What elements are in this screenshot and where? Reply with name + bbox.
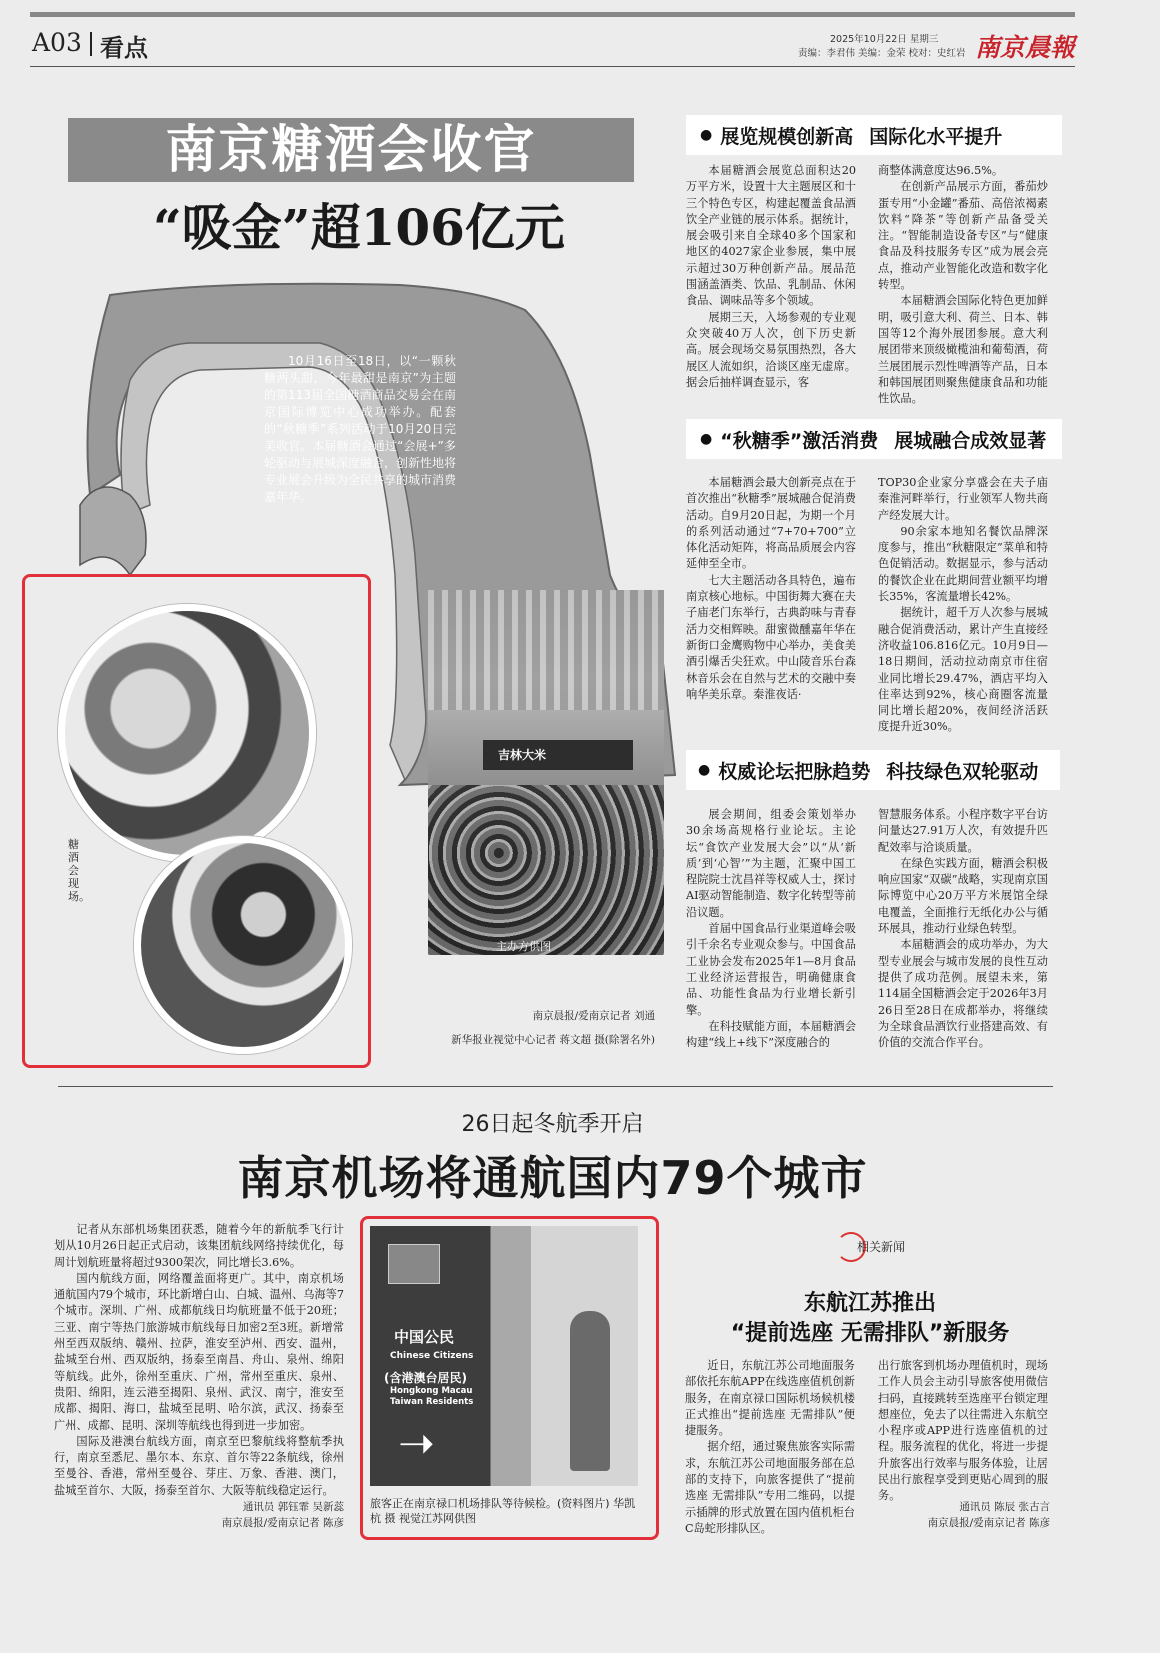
section1-head-b: 国际化水平提升 xyxy=(869,125,1003,148)
story2-credit1: 通讯员 郭钰霏 吴新蕊 xyxy=(242,1501,344,1513)
exhibition-photo-caption: 主办方供图 xyxy=(496,940,551,953)
sign-en2: Hongkong Macau Taiwan Residents xyxy=(390,1386,474,1407)
paragraph: 在创新产品展示方面，番茄炒蛋专用“小金罐”番茄、高倍浓褐素饮料“降茶”等创新产品备受关注。“智能制造设备专区”与“健康食品及科技服务专区”成为展会亮点，推动产业智能化改造和数字化转型。 xyxy=(878,180,1048,292)
editor-credits: 责编：李君伟 美编：金荣 校对：史红岩 xyxy=(798,48,966,59)
paragraph: 展期三天，入场参观的专业观众突破40万人次，创下历史新高。展会现场交易氛围热烈，各大展区人流如织，洽谈区座无虚席。据会后抽样调查显示，客 xyxy=(686,310,856,389)
story1-credit-photo: 新华报业视觉中心记者 蒋文超 摄(除署名外) xyxy=(451,1034,655,1046)
tasting-circle-photo xyxy=(134,836,352,1054)
hall-banner-text: 吉林大米 xyxy=(498,748,547,762)
issue-date: 2025年10月22日 星期三 xyxy=(830,34,939,45)
paragraph: 本届糖酒会的成功举办，为大型专业展会与城市发展的良性互动提供了成功范例。展望未来，第114届全国糖酒会定于2026年3月26日至28日在成都举办，将继续为全球食品酒饮行业搭建高效、有价值的交流合作平台。 xyxy=(878,938,1048,1050)
paragraph: 在绿色实践方面，糖酒会积极响应国家“双碳”战略，实现南京国际博览中心20万平方米展馆全绿电覆盖，全面推行无纸化办公与循环展具，推动行业绿色转型。 xyxy=(878,856,1048,936)
page-number: A03 xyxy=(32,28,82,57)
story1-title-line2: “吸金”超106亿元 xyxy=(153,198,565,257)
bullet-icon: ● xyxy=(700,431,713,447)
story3-title-line1: 东航江苏推出 xyxy=(803,1291,936,1316)
paragraph: 智慧服务体系。小程序数字平台访问量达27.91万人次，有效提升匹配效率与洽谈质量。 xyxy=(878,808,1048,854)
sign-cn2: (含港澳台居民) xyxy=(384,1371,467,1385)
paragraph: 七大主题活动各具特色，遍布南京核心地标。中国街舞大赛在夫子庙老门东举行，古典韵味与青春活力交相辉映。甜蜜微醺嘉年华在新街口金鹰购物中心举办，美食美酒引爆舌尖狂欢。中山陵音乐台森林音乐会在自然与艺术的交融中奏响华美乐章。秦淮夜话· xyxy=(686,573,856,701)
section1-head xyxy=(686,115,1062,155)
story1-title-line1: 南京糖酒会收官 xyxy=(165,120,537,180)
bullet-icon: ● xyxy=(698,762,711,778)
section2-head-b: 展城融合成效显著 xyxy=(894,429,1047,452)
section2-col1 xyxy=(686,475,856,703)
story-divider xyxy=(58,1086,1053,1087)
section3-col2 xyxy=(878,807,1048,1051)
section2-head-a: “秋糖季”激活消费 xyxy=(720,429,879,452)
paragraph: 展会期间，组委会策划举办30余场高规格行业论坛。主论坛“食饮产业发展大会”以“从‘新质’到‘心智’”为主题，汇聚中国工程院院士沈昌祥等权威人士，探讨AI驱动智能制造、数字化转型等前沿议题。 xyxy=(686,808,856,919)
story1-credit-reporter: 南京晨报/爱南京记者 刘通 xyxy=(532,1010,655,1022)
section1-col2 xyxy=(878,163,1048,407)
paragraph: 近日，东航江苏公司地面服务部依托东航APP在线选座值机创新服务，在南京禄口国际机场候机楼正式推出“提前选座 无需排队”便捷服务。 xyxy=(685,1359,855,1438)
header-divider xyxy=(90,32,92,56)
related-news-label: 相关新闻 xyxy=(857,1240,906,1254)
onsite-photo-caption: 糖酒会现场。 xyxy=(68,838,90,903)
paper-logo: 南京晨報 xyxy=(975,33,1076,62)
section1-col1 xyxy=(686,163,856,391)
arrow-right-icon: ➝ xyxy=(398,1418,435,1469)
story3-title-line2: “提前选座 无需排队”新服务 xyxy=(730,1321,1010,1346)
sign-en1: Chinese Citizens xyxy=(390,1351,474,1361)
paragraph: 商整体满意度达96.5%。 xyxy=(878,164,1004,177)
exhibition-hall-photo xyxy=(428,590,664,955)
section3-head-a: 权威论坛把脉趋势 xyxy=(718,760,871,783)
story2-title: 南京机场将通航国内79个城市 xyxy=(237,1151,868,1205)
header-rule xyxy=(30,66,1075,67)
paragraph: 据介绍，通过聚焦旅客实际需求，东航江苏公司地面服务部在总部的支持下，向旅客提供了“提前选座 无需排队”专用二维码，以提示插牌的形式放置在国内值机柜台C岛蛇形排队区。 xyxy=(685,1440,855,1535)
paragraph: TOP30企业家分享盛会在夫子庙秦淮河畔举行，行业领军人物共商产经发展大计。 xyxy=(878,476,1048,522)
section3-head xyxy=(686,750,1060,790)
paragraph: 据统计，超千万人次参与展城融合促消费活动，累计产生直接经济收益106.816亿元。10月9日—18日期间，活动拉动南京市住宿业同比增长29.47%，酒店平均入住率达到92%，核心商圈客流量同比增长超20%，夜间经济活跃度提升近30%。 xyxy=(878,606,1048,734)
story1-lead: 10月16日至18日，以“一颗秋糖两头甜，今年最甜是南京”为主题的第113届全国糖酒商品交易会在南京国际博览中心成功举办。配套的“秋糖季”系列活动于10月20日完美收官。本届糖酒会通过“会展+”多轮驱动与展城深度融合，创新性地将专业展会升级为全民共享的城市消费嘉年华。 xyxy=(264,354,457,504)
paragraph: 首届中国食品行业渠道峰会吸引千余名专业观众参与。中国食品工业协会发布2025年1—8月食品工业经济运营报告，明确健康食品、功能性食品为行业增长新引擎。 xyxy=(686,922,856,1017)
paragraph: 国际及港澳台航线方面，南京至巴黎航线将整航季执行，南京至悉尼、墨尔本、东京、首尔等22条航线，徐州至曼谷、香港，常州至曼谷、芽庄、万象、香港、澳门，盐城至首尔、大阪，扬泰至首尔、大阪等航线稳定运行。 xyxy=(54,1434,344,1497)
paragraph: 90余家本地知名餐饮品牌深度参与，推出“秋糖限定”菜单和特色促销活动。数据显示，参与活动的餐饮企业在此期间营业额平均增长35%，客流量增长42%。 xyxy=(878,524,1048,604)
section3-col1 xyxy=(686,807,856,1051)
top-rule xyxy=(30,12,1075,17)
paragraph: 本届糖酒会国际化特色更加鲜明，吸引意大利、荷兰、日本、韩国等12个海外展团参展。意大利展团带来顶级橄榄油和葡萄酒，荷兰展团展示烈性啤酒等产品，日本和韩国展团则聚焦健康食品和功能性饮品。 xyxy=(878,294,1048,406)
bullet-icon: ● xyxy=(700,127,713,143)
story3-credit2: 南京晨报/爱南京记者 陈彦 xyxy=(927,1517,1050,1529)
paragraph: 本届糖酒会最大创新亮点在于首次推出“秋糖季”展城融合促消费活动。自9月20日起，为期一个月的系列活动通过“7+70+700”立体化活动矩阵，将高品质展会内容延伸至全市。 xyxy=(686,476,856,571)
story3-col1 xyxy=(685,1358,855,1537)
traveler xyxy=(570,1311,610,1471)
story2-body xyxy=(54,1222,344,1499)
story3-col2 xyxy=(878,1358,1048,1505)
airport-photo xyxy=(370,1226,638,1486)
section-name: 看点 xyxy=(100,33,148,62)
visitors-circle-photo xyxy=(58,604,316,862)
airport-photo-caption: 旅客正在南京禄口机场排队等待候检。(资料图片) 华凯杭 摄 视觉江苏网供图 xyxy=(370,1497,636,1525)
sign-cn: 中国公民 xyxy=(394,1328,455,1346)
section1-head-a: 展览规模创新高 xyxy=(720,125,854,148)
paragraph: 国内航线方面，网络覆盖面将更广。其中，南京机场通航国内79个城市，环比新增白山、白城、温州、乌海等7个城市。深圳、广州、成都航线日均航班量不低于20班；三亚、南宁等热门旅游城市航线每日加密2至3班。新增常州至西双版纳、赣州、拉萨，淮安至泸州、西安、温州，盐城至台州、西双版纳，扬泰至南昌、舟山、泉州、绵阳等航线。此外，徐州至重庆、广州，常州至重庆、泉州、贵阳、绵阳，连云港至揭阳、泉州、武汉、南宁，淮安至成都、揭阳、海口，盐城至昆明、哈尔滨，武汉、扬泰至广州、成都、昆明、深圳等航线也得到进一步加密。 xyxy=(54,1271,344,1432)
story3-credit1: 通讯员 陈辰 张古言 xyxy=(959,1501,1050,1513)
crowd xyxy=(428,785,664,955)
section2-head xyxy=(686,419,1062,459)
paragraph: 在科技赋能方面，本届糖酒会构建“线上+线下”深度融合的 xyxy=(686,1019,856,1050)
section3-head-b: 科技绿色双轮驱动 xyxy=(886,760,1039,783)
paragraph: 记者从东部机场集团获悉，随着今年的新航季飞行计划从10月26日起正式启动，该集团航线网络持续优化，每周计划航班量将超过9300架次，同比增长3.6%。 xyxy=(54,1223,344,1269)
paragraph: 出行旅客到机场办理值机时，现场工作人员会主动引导旅客使用微信扫码，直接跳转至选座平台锁定理想座位，免去了以往需进入东航空小程序或APP进行选座值机的过程。服务流程的优化，将进一步提升旅客出行效率与服务体验，让居民出行旅程享受到更贴心周到的服务。 xyxy=(878,1359,1048,1503)
story2-credit2: 南京晨报/爱南京记者 陈彦 xyxy=(221,1517,344,1529)
story2-kicker: 26日起冬航季开启 xyxy=(461,1112,644,1137)
hall-ceiling xyxy=(428,590,664,710)
flag-icon xyxy=(388,1244,440,1284)
paragraph: 本届糖酒会展览总面积达20万平方米，设置十大主题展区和十三个特色专区，构建起覆盖食品酒饮全产业链的展示体系。据统计，展会吸引来自全球40多个国家和地区的4027家企业参展，集中展示超过30万种创新产品。展品范围涵盖酒类、饮品、乳制品、休闲食品、调味品等多个领域。 xyxy=(686,164,856,308)
section2-col2 xyxy=(878,475,1048,736)
